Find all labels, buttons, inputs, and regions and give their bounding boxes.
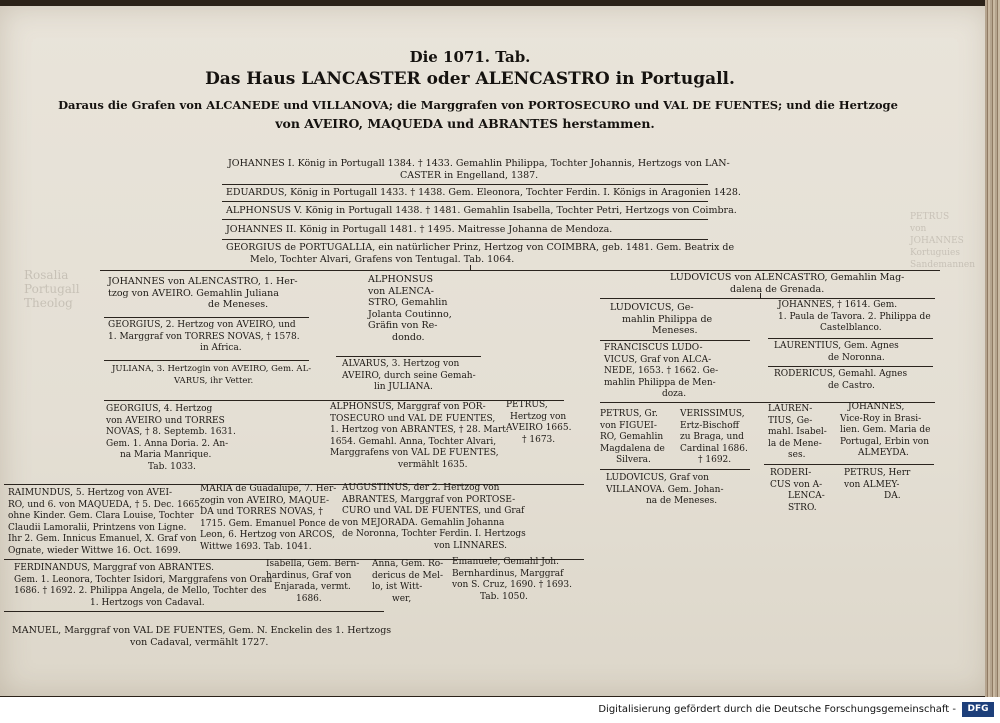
- johannes-alencastro: JOHANNES von ALENCASTRO, 1. Her- tzog von AVEIRO. Gemahlin Juliana de Meneses.: [108, 276, 298, 310]
- subtitle-line-1: Daraus die Grafen von ALCANEDE und VILLANOVA; die Marggrafen von PORTOSECURO und VAL DE FUENTES; und die Hertzoge: [58, 98, 898, 112]
- laurentius-agnes: LAURENTIUS, Gem. Agnes de Noronna.: [774, 341, 899, 363]
- ferdinandus: FERDINANDUS, Marggraf von ABRANTES. Gem. 1. Leonora, Tochter Isidori, Marggrafens von Oran 1686. † 1692. 2. Philippa Angela, de Mello, Tochter des 1. Hertzogs von Cadaval.: [14, 563, 273, 608]
- generation-rule-2: [104, 400, 564, 401]
- johannes-i-line-2: CASTER in Engelland, 1387.: [400, 170, 539, 181]
- rodericus-agnes: RODERICUS, Gemahl. Agnes de Castro.: [774, 369, 908, 391]
- georgius-2-hertzog: GEORGIUS, 2. Hertzog von AVEIRO, und 1. Marggraf von TORRES NOVAS, † 1578. in Africa.: [108, 320, 300, 353]
- bleed-through-left: Rosalia Portugall Theolog: [24, 268, 80, 310]
- ludovicus-branch: LUDOVICUS, Ge- mahlin Philippa de Meneses.: [610, 302, 713, 336]
- vline-ludovicus: [760, 293, 761, 299]
- book-page: [0, 6, 993, 696]
- ludovicus-alencastro: LUDOVICUS von ALENCASTRO, Gemahlin Mag- dalena de Grenada.: [670, 272, 905, 295]
- rule-franciscus: [600, 340, 750, 341]
- trunk-rule-4: [222, 239, 708, 240]
- alphonsus-alencastro: ALPHONSUS von ALENCA- STRO, Gemahlin Jolanta Coutinno, Gräfin von Re- dondo.: [368, 274, 452, 343]
- petrus-aveiro: PETRUS, Hertzog von AVEIRO 1665. † 1673.: [506, 400, 572, 445]
- book-page-edges: [985, 0, 1000, 700]
- alphonsus-v-line: ALPHONSUS V. König in Portugall 1438. † 1481. Gemahlin Isabella, Tochter Petri, Hertzogs von Coimbra.: [226, 205, 737, 216]
- petrus-almeyda: PETRUS, Herr von ALMEY- DA.: [844, 468, 911, 501]
- johannes-1614: JOHANNES, † 1614. Gem. 1. Paula de Tavora. 2. Philippa de Castelblanco.: [778, 300, 931, 333]
- trunk-rule-3: [222, 219, 708, 220]
- generation-rule-5: [4, 611, 384, 612]
- funding-credit: Digitalisierung gefördert durch die Deutsche Forschungsgemeinschaft -: [598, 704, 956, 715]
- alphonsus-abrantes: ALPHONSUS, Marggraf von POR- TOSECURO und VAL DE FUENTES, 1. Hertzog von ABRANTES, † 28. Mart. 1654. Gemahl. Anna, Tochter Alvari, Marggrafens von VAL DE FUENTES, vermählt 1635.: [330, 402, 509, 470]
- rule-georgius2-child: [104, 360, 309, 361]
- footer-bar: [0, 697, 1000, 723]
- manuel-val-de-fuentes: MANUEL, Marggraf von VAL DE FUENTES, Gem. N. Enckelin des 1. Hertzogs von Cadaval, vermählt 1727.: [12, 625, 392, 648]
- johannes-i-line-1: JOHANNES I. König in Portugall 1384. † 1433. Gemahlin Philippa, Tochter Johannis, Hertzogs von LAN-: [228, 158, 730, 169]
- trunk-rule-1: [222, 184, 708, 185]
- georgius-line-2: Melo, Tochter Alvari, Grafens von Tentugal. Tab. 1064.: [250, 254, 515, 265]
- rodericus-alencastro: RODERI- CUS von A- LENCA- STRO.: [770, 468, 825, 513]
- raimundus-5: RAIMUNDUS, 5. Hertzog von AVEI- RO, und 6. von MAQUEDA, † 5. Dec. 1665. ohne Kinder. Gem. Clara Louise, Tochter Claudii Lamoralii, Printzens von Ligne. Ihr 2. Gem. Innicus Emanuel, X. Graf von Ognate, wieder Wittwe 16. Oct. 1699.: [8, 488, 203, 556]
- trunk-rule-2: [222, 201, 708, 202]
- rule-ludovicus-children: [600, 298, 935, 299]
- laurentius-isabella: LAUREN- TIUS, Ge- mahl. Isabel- la de Mene- ses.: [768, 404, 827, 460]
- emanuele-cruz: Emanuele, Gemahl Joh. Bernhardinus, Marggraf von S. Cruz, 1690. † 1693. Tab. 1050.: [452, 557, 572, 602]
- georgius-line-1: GEORGIUS de PORTUGALLIA, ein natürlicher Prinz, Hertzog von COIMBRA, geb. 1481. Gem. Beatrix de: [226, 242, 735, 253]
- georgius-4-hertzog: GEORGIUS, 4. Hertzog von AVEIRO und TORRES NOVAS, † 8. Septemb. 1631. Gem. 1. Anna Doria. 2. An- na Maria Manrique. Tab. 1033.: [106, 404, 236, 472]
- bleed-through-right: PETRUS von JOHANNES Kortuguies Sandemannen: [910, 212, 976, 270]
- rule-alvarus: [336, 356, 481, 357]
- isabella-enjarada: Isabella, Gem. Bern- hardinus, Graf von Enjarada, vermt. 1686.: [266, 559, 360, 604]
- subtitle-line-2: von AVEIRO, MAQUEDA und ABRANTES herstammen.: [275, 116, 655, 131]
- dfg-logo: DFG: [962, 702, 994, 717]
- johannes-vice-roy: JOHANNES, Vice-Roy in Brasi- lien. Gem. Maria de Portugal, Erbin von ALMEYDA.: [840, 402, 931, 458]
- johannes-ii-line: JOHANNES II. König in Portugall 1481. † 1495. Maitresse Johanna de Mendoza.: [226, 224, 613, 235]
- rule-ludovicus-vil: [600, 469, 750, 470]
- page-title: Das Haus LANCASTER oder ALENCASTRO in Portugall.: [205, 69, 735, 89]
- verissimus: VERISSIMUS, Ertz-Bischoff zu Braga, und Cardinal 1686. † 1692.: [680, 409, 748, 465]
- vline-georgius: [470, 265, 471, 271]
- rule-laurentius-a: [768, 338, 933, 339]
- augustinus-2: AUGUSTINUS, der 2. Hertzog von ABRANTES, Marggraf von PORTOSE- CURO und VAL DE FUENTES, und Graf von MEJORADA. Gemahlin Johanna de Noronna, Tochter Ferdin. I. Hertzogs von LINNARES.: [342, 483, 526, 551]
- generation-rule-1: [100, 270, 940, 271]
- petrus-figueiro: PETRUS, Gr. von FIGUEI- RO, Gemahlin Magdalena de Silvera.: [600, 409, 665, 465]
- maria-de-guadalupe: MARIA de Guadalupe, 7. Her- zogin von AVEIRO, MAQUE- DA und TORRES NOVAS, † 1715. Gem. Emanuel Ponce de Leon, 6. Hertzog von ARCOS, Wittwe 1693. Tab. 1041.: [200, 484, 340, 552]
- rule-johannes-child: [104, 317, 309, 318]
- table-number: Die 1071. Tab.: [409, 48, 531, 66]
- franciscus-ludovicus: FRANCISCUS LUDO- VICUS, Graf von ALCA- NEDE, 1653. † 1662. Ge- mahlin Philippa de Men- doza.: [604, 343, 719, 399]
- ludovicus-villanova: LUDOVICUS, Graf von VILLANOVA. Gem. Johan- na de Meneses.: [606, 473, 724, 506]
- alvarus-3: ALVARUS, 3. Hertzog von AVEIRO, durch seine Gemah- lin JULIANA.: [342, 359, 476, 392]
- anna-rodericus: Anna, Gem. Ro- dericus de Mel- lo, ist Witt- wer,: [372, 559, 444, 604]
- eduardus-line: EDUARDUS, König in Portugall 1433. † 1438. Gem. Eleonora, Tochter Ferdin. I. Königs in Aragonien 1428.: [226, 187, 741, 198]
- juliana-3: JULIANA, 3. Hertzogin von AVEIRO, Gem. AL- VARUS, ihr Vetter.: [112, 364, 312, 386]
- rule-rodericus-b: [764, 464, 934, 465]
- rule-rodericus-a: [768, 366, 933, 367]
